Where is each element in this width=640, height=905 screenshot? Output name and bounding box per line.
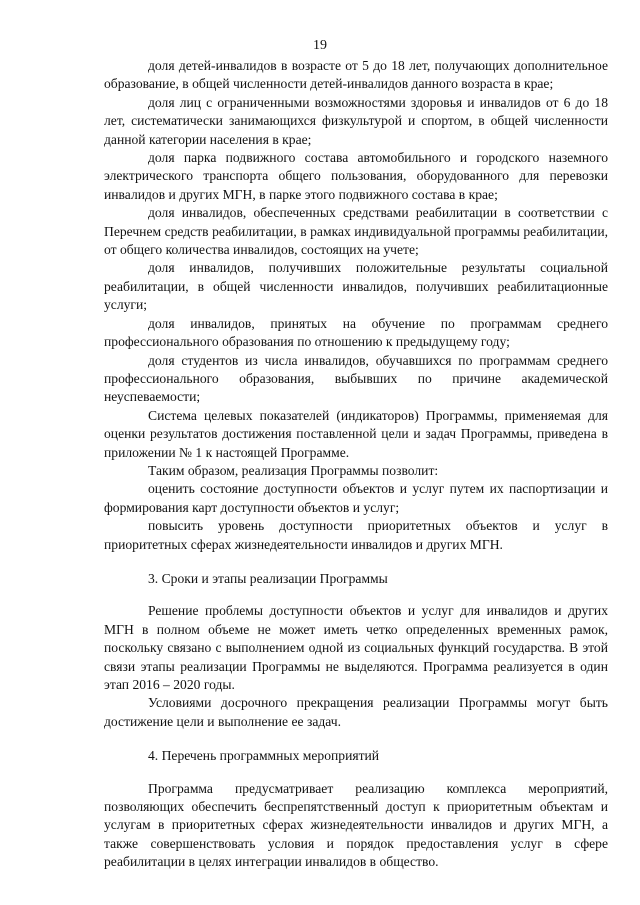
paragraph-increase-accessibility: повысить уровень доступности приоритетных объектов и услуг в приоритетных сферах жизнедеятельности инвалидов и других МГН. [104, 518, 608, 552]
paragraph-indicator-transport: доля парка подвижного состава автомобильного и городского наземного электрического транспорта общего пользования, оборудованного для перевозки инвалидов и других МГН, в парке этого подвижного состава в крае; [104, 150, 608, 202]
paragraph-early-termination: Условиями досрочного прекращения реализации Программы могут быть достижение цели и выполнение ее задач. [104, 695, 608, 729]
paragraph-terms-solution: Решение проблемы доступности объектов и услуг для инвалидов и других МГН в полном объеме не может иметь четко определенных временных рамок, поскольку связано с выполнением одной из социальных функций государства. В этой связи этапы реализации Программы не выделяются. Программа реализуется в один этап 2016 – 2020 годы. [104, 603, 608, 692]
paragraph-indicator-rehab-means: доля инвалидов, обеспеченных средствами реабилитации в соответствии с Перечнем средств реабилитации, в рамках индивидуальной программы реабилитации, от общего количества инвалидов, состоящих на учете; [104, 205, 608, 258]
paragraph-program-allows: Таким образом, реализация Программы позволит: [148, 462, 439, 478]
paragraph-indicator-students-dropout: доля студентов из числа инвалидов, обучавшихся по программам среднего профессионального образования, выбывших по причине академической неуспеваемости; [104, 352, 608, 405]
paragraph-indicator-system: Система целевых показателей (индикаторов) Программы, применяемая для оценки результатов достижения поставленной цели и задач Программы, приведена в приложении № 1 к настоящей Программе. [104, 407, 608, 460]
page-number: 19 [313, 38, 327, 53]
paragraph-assess-accessibility: оценить состояние доступности объектов и услуг путем их паспортизации и формирования карт доступности объектов и услуг; [104, 481, 608, 515]
section-heading-terms: 3. Сроки и этапы реализации Программы [148, 570, 388, 586]
document-body [104, 57, 608, 872]
paragraph-program-activities: Программа предусматривает реализацию комплекса мероприятий, позволяющих обеспечить беспрепятственный доступ к приоритетным объектам и услугам в приоритетных сферах жизнедеятельности инвалидов и других МГН, а также совершенствовать условия и порядок предоставления услуг в сфере реабилитации в целях интеграции инвалидов в общество. [104, 780, 608, 870]
paragraph-indicator-rehab-results: доля инвалидов, получивших положительные результаты социальной реабилитации, в общей численности инвалидов, получивших реабилитационные услуги; [104, 260, 608, 313]
section-heading-activities: 4. Перечень программных мероприятий [148, 748, 380, 764]
paragraph-indicator-vocational-enrollment: доля инвалидов, принятых на обучение по программам среднего профессионального образования по отношению к предыдущему году; [104, 315, 608, 350]
paragraph-indicator-sport: доля лиц с ограниченными возможностями здоровья и инвалидов от 6 до 18 лет, систематически занимающихся физкультурой и спортом, в общей численности данной категории населения в крае; [104, 94, 608, 147]
paragraph-indicator-children-education: доля детей-инвалидов в возрасте от 5 до 18 лет, получающих дополнительное образование, в общей численности детей-инвалидов данного возраста в крае; [104, 58, 608, 92]
